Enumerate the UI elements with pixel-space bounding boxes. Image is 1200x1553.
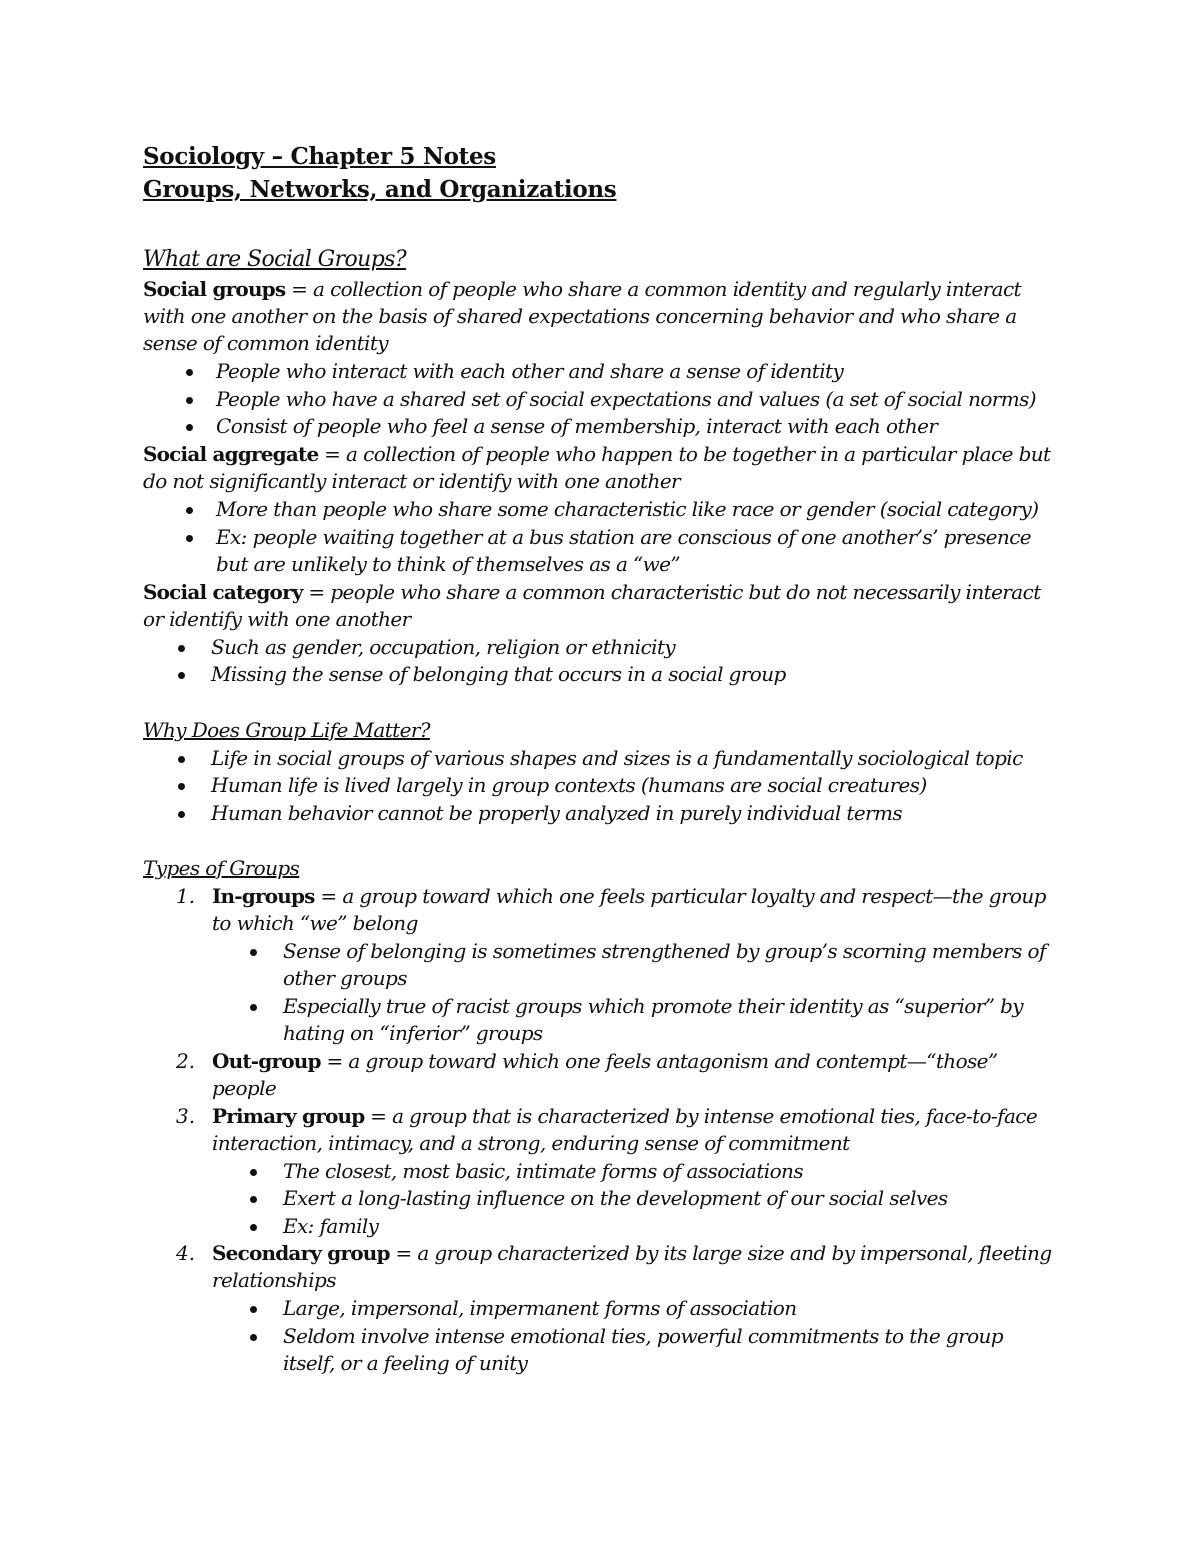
definition-text: to which “we” belong <box>212 911 418 935</box>
definition-text: = a collection of people who happen to be together in a particular place but <box>318 442 1051 466</box>
bullet-icon <box>178 783 185 790</box>
list-item: More than people who share some characteristic like race or gender (social category) <box>216 497 1039 521</box>
definition-text: = a group characterized by its large size and by impersonal, fleeting <box>389 1241 1052 1265</box>
term: Primary group <box>212 1104 365 1128</box>
list-item: Such as gender, occupation, religion or ethnicity <box>211 635 676 659</box>
list-number: 4. <box>176 1241 196 1265</box>
list-item: Human life is lived largely in group contexts (humans are social creatures) <box>211 773 927 797</box>
list-item: Ex: people waiting together at a bus station are conscious of one another’s’ presence <box>216 525 1032 549</box>
list-item: Seldom involve intense emotional ties, powerful commitments to the group <box>283 1324 1003 1348</box>
list-item-continued: other groups <box>283 966 407 990</box>
term: Social aggregate <box>143 442 319 466</box>
list-item: Exert a long-lasting influence on the development of our social selves <box>283 1186 948 1210</box>
definition-text: relationships <box>212 1268 336 1292</box>
bullet-icon <box>178 645 185 652</box>
bullet-icon <box>178 756 185 763</box>
list-item: Sense of belonging is sometimes strengthened by group’s scorning members of <box>283 939 1046 963</box>
list-number: 3. <box>176 1104 196 1128</box>
list-item: Missing the sense of belonging that occurs in a social group <box>211 662 786 686</box>
list-number: 2. <box>176 1049 196 1073</box>
definition-text: sense of common identity <box>143 331 388 355</box>
definition-text: with one another on the basis of shared expectations concerning behavior and who share a <box>143 304 1017 328</box>
list-item: Large, impersonal, impermanent forms of association <box>283 1296 797 1320</box>
term: Secondary group <box>212 1241 390 1265</box>
definition-secondary-group <box>212 1240 1052 1267</box>
bullet-icon <box>250 1196 257 1203</box>
list-item: Ex: family <box>283 1214 379 1238</box>
bullet-icon <box>186 369 193 376</box>
definition-in-groups <box>212 883 1046 910</box>
section-heading-social-groups: What are Social Groups? <box>143 247 407 272</box>
document-title: Sociology – Chapter 5 Notes <box>143 143 496 170</box>
term: Out-group <box>212 1049 321 1073</box>
definition-out-group <box>212 1048 998 1075</box>
list-item: Human behavior cannot be properly analyzed in purely individual terms <box>211 801 903 825</box>
bullet-icon <box>186 507 193 514</box>
term: Social category <box>143 580 303 604</box>
list-item-continued: hating on “inferior” groups <box>283 1021 543 1045</box>
document-subtitle: Groups, Networks, and Organizations <box>143 176 617 203</box>
definition-social-groups <box>143 276 1021 303</box>
term: Social groups <box>143 277 286 301</box>
list-item: The closest, most basic, intimate forms of associations <box>283 1159 803 1183</box>
definition-text: do not significantly interact or identify with one another <box>143 469 681 493</box>
section-heading-group-life: Why Does Group Life Matter? <box>143 718 430 742</box>
definition-text: = a group that is characterized by intense emotional ties, face-to-face <box>364 1104 1038 1128</box>
definition-text: = a group toward which one feels antagonism and contempt—“those” <box>320 1049 998 1073</box>
definition-text: or identify with one another <box>143 607 411 631</box>
definition-text: = a group toward which one feels particular loyalty and respect—the group <box>314 884 1046 908</box>
bullet-icon <box>250 1334 257 1341</box>
bullet-icon <box>186 535 193 542</box>
bullet-icon <box>250 1004 257 1011</box>
list-item-continued: itself, or a feeling of unity <box>283 1351 528 1375</box>
definition-social-aggregate <box>143 441 1051 468</box>
bullet-icon <box>186 397 193 404</box>
definition-social-category <box>143 579 1041 606</box>
definition-text: = people who share a common characteristic but do not necessarily interact <box>302 580 1041 604</box>
section-heading-types-of-groups: Types of Groups <box>143 856 300 880</box>
definition-primary-group <box>212 1103 1037 1130</box>
bullet-icon <box>178 672 185 679</box>
list-item: Life in social groups of various shapes and sizes is a fundamentally sociological topic <box>211 746 1023 770</box>
bullet-icon <box>250 1224 257 1231</box>
list-item-continued: but are unlikely to think of themselves as a “we” <box>216 552 681 576</box>
list-item: People who interact with each other and share a sense of identity <box>216 359 844 383</box>
definition-text: people <box>212 1076 277 1100</box>
bullet-icon <box>178 811 185 818</box>
bullet-icon <box>250 1169 257 1176</box>
definition-text: = a collection of people who share a common identity and regularly interact <box>285 277 1021 301</box>
bullet-icon <box>250 1306 257 1313</box>
term: In-groups <box>212 884 315 908</box>
bullet-icon <box>250 949 257 956</box>
list-item: Especially true of racist groups which promote their identity as “superior” by <box>283 994 1023 1018</box>
list-number: 1. <box>176 884 196 908</box>
definition-text: interaction, intimacy, and a strong, enduring sense of commitment <box>212 1131 850 1155</box>
list-item: Consist of people who feel a sense of membership, interact with each other <box>216 414 938 438</box>
bullet-icon <box>186 424 193 431</box>
list-item: People who have a shared set of social expectations and values (a set of social norms) <box>216 387 1036 411</box>
